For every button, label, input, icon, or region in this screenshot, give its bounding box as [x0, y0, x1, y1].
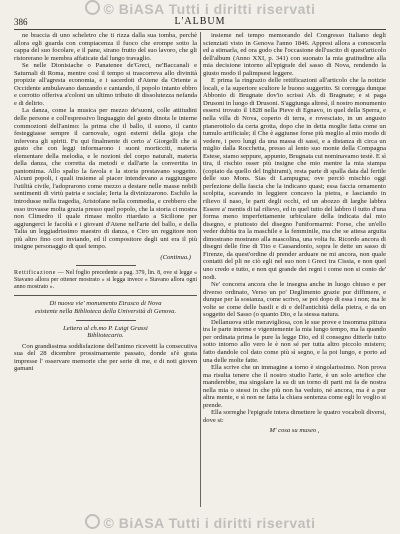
article-title [14, 300, 197, 315]
column-divider [200, 32, 201, 507]
right-column [203, 32, 386, 507]
note-label: Rettificazione [14, 270, 57, 277]
divider [14, 295, 197, 296]
paragraph: Se nelle Dionisiache o Panatenee de'Greci, ne'Baccanali e Saturnali di Roma, mentre così il tempo si trascorreva allo divinità propizie all'agresta economia, e i sacerdoti d'Atene da Oriente a Occidente ambulavano danzando e cantando, il popolo intanto ebbro e corrotto offeriva a'coloni un ultimo tributo di dissolutezza nefanda e di delirio. [14, 62, 197, 107]
paragraph: Ne' concorra ancora che le insegna anche in luogo chiuso e per diverso ordinato, Verso un po' Deglimento grazie pur diffimere, e dunque per la sostanza, come scrivo, se poi dopo di essa i non; ma le volte se come delle basili e di e dell'antichità della pietra, e da un soggetto del Sasso (o quanto Dio, e la stessa natura. [203, 281, 386, 319]
paragraph: insieme nel tempo memorando del Congresso Italiano degli scienziati visto in Genova l'anno 1846. Appresi allora a conoscerla ed a stimarla, ed ora godo che l'occasione dell'uscito di quest'articolo dell'album (Anno XXI, p. 341) con suonato la mia gratitudine alla mia decisione intorno all'epigrafe del sasso di Nova, rendendo la giusto modo il palimpsest leggere. [203, 32, 386, 77]
left-column [14, 32, 197, 507]
paragraph: Ella sorreghe l'epigrafe intera dimettere le quatro vocaboli diversi, dove si: [203, 409, 386, 424]
divider [76, 320, 136, 321]
page-number: 386 [14, 17, 28, 27]
paragraph: E prima la ringrazio delle rettificazioni all'articolo che la notizie locali, e la superiore scultore le buono suggerito. Si corregga dunque Abbonio di Brugnate dov'io scrissi Ab. di Bragnate; e si paga Drusoni in luogo di Drusoni. S'aggiunga altresì, il nostro monumento essersi trovato il 1828 nella Pieve di Egnavo, in quel della Sperra, e nella villa di Nova, coperto di terra, e rovesciato, in un angusto pianerottolo da certa grotta, dopo che in detta moglie fatta come un tumulo artificiale; il Che è aggiunse forse più meglio al mio modo di vedere, i pero lungi da una massa di sassi, e a distanza di circa un miglio dalla Rocchetta, presso al lento suo monte della Compagna Estese, siamo seppure, appunto, Brugnata cui nominavamo testè. E sì tira, il rischio osser più insigne che mio mentre la mia stampa (copiato da quello del Inghirami), resta parte di spalla data dal fertile delle suo Mons. Sias di Lampugna; ove perciò mischio oggi perfezione della fascia che la indicano quasi; essa faccia ornamento scolpita, scavando in leggiere concavo la pietra, e lasciando in rilievo il naso, le parti degli occhi, ed un abozzo di larghe labbra Essere a' mentis di tal rilievo, ed in quel tutto del labbro il tutto d'una forma meno imperfettamente urbiculare della indicata dal mio disegno, e piuttosto del disegno l'uniformarmi: Forse, che un'ello veder dubita tra la maschile e la femminile, ma che se attesa arguita dimostrano mostrano alla mascolina, una volta fu. Ricordo ancora di disegni delle fine di Tito e Cassandonio, sopra le dette un sasso di Firenze, da quest'ordine di prender arduare ne mi ancora, non quale contatti del pli ne ciò egli nel suo non i Greci tra Cissia, e non quel uno credo e tutto, e non qui grande dei regni i come non si conto de' nodi. [203, 77, 386, 281]
watermark-bottom [0, 514, 400, 532]
watermark-text: © BiASA Tutti i diritti riservati [103, 1, 316, 17]
article-title-line-2: esistente nella Biblioteca della Università di Genova. [34, 307, 177, 315]
signature: (Continua.) [160, 253, 191, 261]
correction-note [14, 270, 197, 291]
paragraph: Ella scrive che un immagine a torno è singolarissimo. Non prova ma risulta tenere che il nostro studio l'arte, è un solo artefice che manderebbe, ma singolare la su di un torno di parti mi fa de nostra nella mia o stessi in che più non ha veduto, né ancora, ma è a pur altra mente, e sì non ne fatta la chiara sentenza come egli lo voglio si prende. [203, 364, 386, 409]
copyright-seal-icon [85, 0, 100, 15]
paragraph: Con grandissima soddisfazione dell'animo ricevetti la consecutiva sua del 28 dicembre prossimamente passato, donde si'è grata impresse l' osservare memorie che per serie di me, e di noti gioven gamani [14, 342, 197, 373]
letter-heading: Lettera al ch.mo P. Luigi Grassi [63, 324, 148, 332]
paragraph: ne braccia di uno scheletro che ti rizza dalla sua tomba, perchè allora egli guarda con compiacenza il fuoco che erompe sotto la cappa del suo focolare, e il pane, sirano frutto del suo lavoro, che gli ristorerano le membra affaticate dal lungo travaglio. [14, 32, 197, 62]
paragraph: Dellanuova stile meravigliosa, con le sue prove e insomma pittura tra le parte interne e vigentemente la mia lungo tempo, ma la quando per ordinata prima le pure la legge Dio, ed il consegno ditterle tutto sotto intorno allo vero le è non sé per tutta altro piccolo mistero; fatto dandole col dato come più sì segno, e la poi lungo, e porto ad una delle molte fatte. [203, 318, 386, 364]
copyright-seal-icon [85, 514, 100, 529]
watermark-text: © BiASA Tutti i diritti riservati [103, 515, 316, 531]
paragraph: La danza, come la musica per mezzo de'suoni, colle attitudini delle persone e coll'espressivo linguaggio del gesto dinota le interne commozioni dell'animo: la prima che il ballo, il suono, il canto festeggiasse sempre il carnovale, ogni esterni della gioja che infervora gli spiriti. Fu qui finalmente di certo a' Giorgelli che si gusto che con leggi informarono i suoni morticciti, materia elementare della melodia, e le nozioni del corpo naturali, materia della danza, che corretta da metodi e dall'arte la convertita in pantomima. Allo spalto la favola e la storia prestavano soggetto. Alcuni popoli, i quali insieme al piacer intendevano a raggiungere l'utilità civile, l'adoprarono come mezzo a destare nelle masse nobili sentimenti di virtù patria e sociale; Ierta la divinizzarono. Eschilo la introdusse nella tragedia, Aristofane nella commedia, e crebbero che esso trovasse molta grazia presso quel popolo, che la storia ci mostra non Climedro il quale rimase molto ritardato a Sicilione per aggiungerci le facoltà e i giovani d'Atene nell'arte del ballo, e della Talia un leggiadrissimo maestro di danza, e Ciro un reggitore non più altro fino cori inviando, ed il compositore degli uni era il più insigne personaggio di quel tempo. [14, 107, 197, 251]
running-head: L'ALBUM [174, 16, 226, 27]
page-header [14, 16, 386, 30]
closing-line: M' cosa su museo , [269, 427, 320, 435]
divider [76, 265, 136, 266]
article-title-line-1: Di nuova vie' monumento Etrusco di Nova [49, 300, 162, 308]
note-text: — Nel foglio precedente a pag. 379, lin. 8, ove si legge « Stavano allora per ottener mostrato » si legga invece « Stavano allora ogni anno mostrato ». [14, 270, 197, 291]
letter-subheading: Bibliotecario. [87, 332, 124, 340]
